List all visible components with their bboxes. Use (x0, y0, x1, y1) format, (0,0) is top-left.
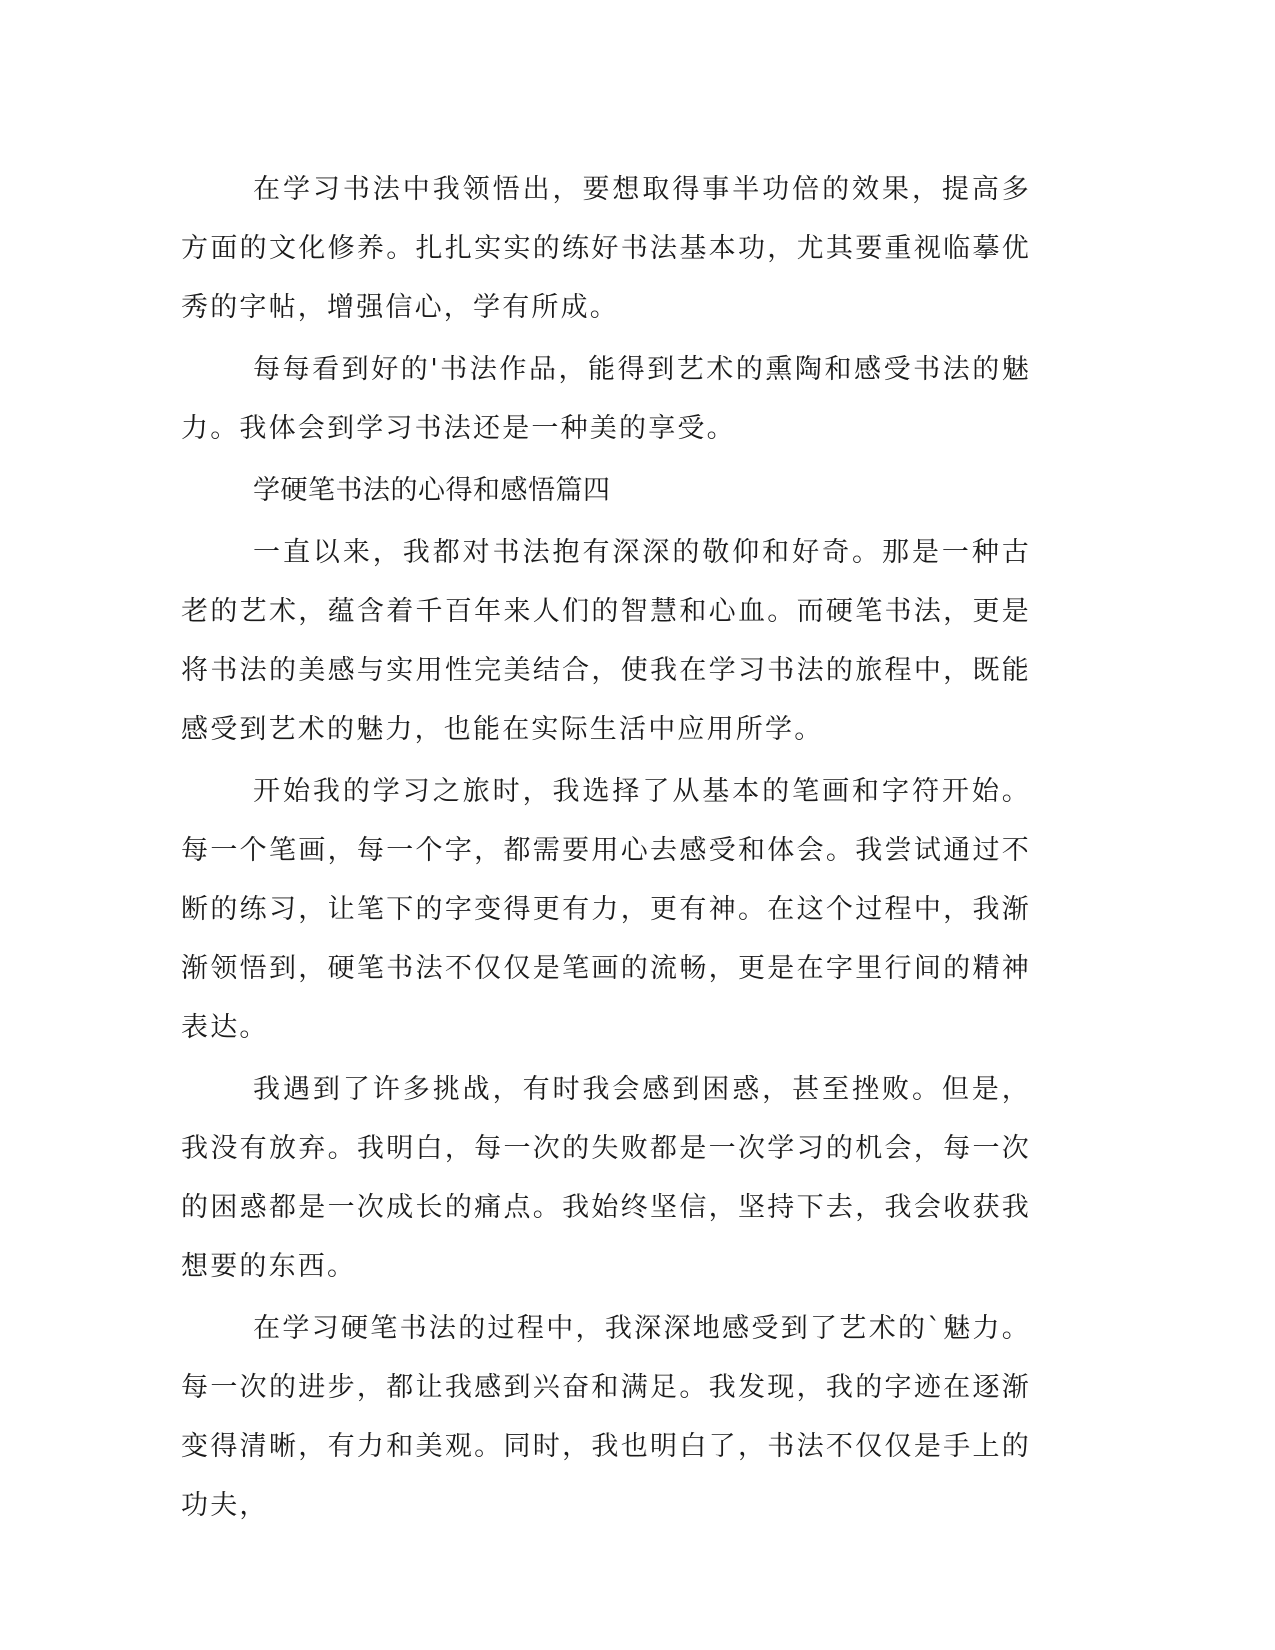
paragraph-5: 我遇到了许多挑战，有时我会感到困惑，甚至挫败。但是，我没有放弃。我明白，每一次的失败都是一次学习的机会，每一次的困惑都是一次成长的痛点。我始终坚信，坚持下去，我会收获我想要的东西。 (181, 1074, 1031, 1282)
paragraph-6: 在学习硬笔书法的过程中，我深深地感受到了艺术的`魅力。每一次的进步，都让我感到兴奋和满足。我发现，我的字迹在逐渐变得清晰，有力和美观。同时，我也明白了，书法不仅仅是手上的功夫， (181, 1313, 1031, 1521)
paragraph-3: 一直以来，我都对书法抱有深深的敬仰和好奇。那是一种古老的艺术，蕴含着千百年来人们的智慧和心血。而硬笔书法，更是将书法的美感与实用性完美结合，使我在学习书法的旅程中，既能感受到艺术的魅力，也能在实际生活中应用所学。 (181, 537, 1031, 745)
document-body (181, 160, 1031, 1538)
paragraph-4: 开始我的学习之旅时，我选择了从基本的笔画和字符开始。每一个笔画，每一个字，都需要用心去感受和体会。我尝试通过不断的练习，让笔下的字变得更有力，更有神。在这个过程中，我渐渐领悟到，硬笔书法不仅仅是笔画的流畅，更是在字里行间的精神表达。 (181, 776, 1031, 1043)
section-heading: 学硬笔书法的心得和感悟篇四 (253, 475, 611, 506)
paragraph-1: 在学习书法中我领悟出，要想取得事半功倍的效果，提高多方面的文化修养。扎扎实实的练好书法基本功，尤其要重视临摹优秀的字帖，增强信心，学有所成。 (181, 174, 1031, 323)
paragraph-2: 每每看到好的'书法作品，能得到艺术的熏陶和感受书法的魅力。我体会到学习书法还是一种美的享受。 (181, 354, 1031, 444)
